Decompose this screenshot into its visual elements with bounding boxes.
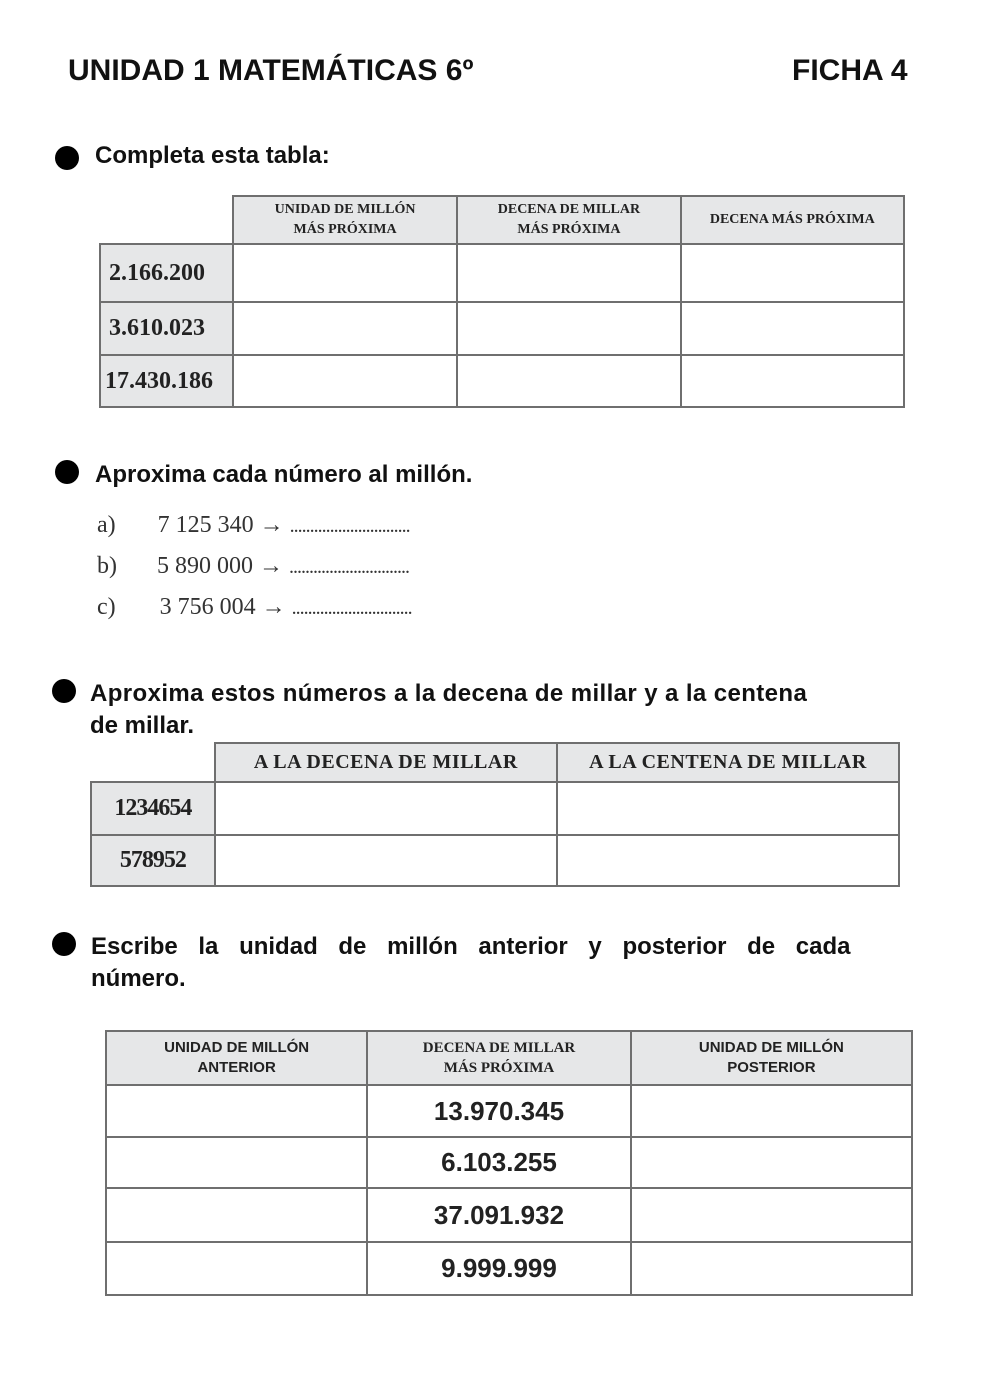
row-number: 13.970.345	[367, 1085, 630, 1137]
answer-cell[interactable]	[681, 244, 904, 302]
table-row	[100, 244, 904, 302]
sheet-number: FICHA 4	[792, 54, 908, 87]
row-number: 578952	[91, 835, 215, 886]
answer-cell[interactable]	[215, 835, 557, 886]
answer-cell[interactable]	[215, 782, 557, 835]
column-header	[233, 196, 457, 244]
row-number: 3.610.023	[100, 302, 233, 355]
answer-cell[interactable]	[557, 782, 899, 835]
arrow-icon: →	[259, 512, 284, 538]
row-number: 9.999.999	[367, 1242, 630, 1295]
approximation-table	[90, 742, 900, 887]
item-number: 3 756 004	[159, 594, 256, 620]
answer-cell[interactable]	[106, 1242, 367, 1295]
section4-heading	[91, 931, 896, 995]
answer-blank[interactable]: ..............................	[291, 597, 412, 619]
column-header-line: UNIDAD DE MILLÓN	[698, 1039, 844, 1056]
bullet-icon	[55, 460, 79, 484]
answer-cell[interactable]	[681, 302, 904, 355]
rounding-table	[99, 195, 905, 408]
answer-cell[interactable]	[457, 302, 680, 355]
table-row	[100, 355, 904, 407]
table-row	[106, 1085, 912, 1137]
answer-cell[interactable]	[233, 302, 457, 355]
million-table	[105, 1030, 913, 1296]
worksheet-title: UNIDAD 1 MATEMÁTICAS 6º	[68, 54, 474, 87]
column-header-line: DECENA DE MILLAR	[497, 202, 641, 217]
heading-line: Aproxima estos números a la decena de millar y a la centena	[90, 680, 808, 707]
item-letter: b)	[97, 553, 117, 579]
arrow-icon: →	[261, 594, 286, 620]
answer-cell[interactable]	[457, 355, 680, 407]
table-row	[91, 782, 899, 835]
bullet-icon	[52, 932, 76, 956]
column-header-line: POSTERIOR	[727, 1059, 816, 1076]
section1-heading: Completa esta tabla:	[95, 142, 330, 169]
answer-cell[interactable]	[681, 355, 904, 407]
answer-cell[interactable]	[233, 355, 457, 407]
column-header	[106, 1031, 367, 1085]
table-row	[100, 302, 904, 355]
column-header-line: ANTERIOR	[197, 1059, 276, 1076]
column-header-line: UNIDAD DE MILLÓN	[274, 202, 416, 217]
list-item	[97, 553, 409, 580]
arrow-icon: →	[259, 553, 283, 579]
column-header-line: MÁS PRÓXIMA	[293, 222, 397, 237]
row-number: 6.103.255	[367, 1137, 630, 1188]
answer-cell[interactable]	[106, 1137, 367, 1188]
column-header	[457, 196, 680, 244]
item-number: 5 890 000	[157, 553, 253, 579]
item-number: 7 125 340	[157, 512, 254, 538]
answer-cell[interactable]	[457, 244, 680, 302]
list-item	[97, 594, 412, 621]
heading-line: de millar.	[90, 712, 195, 739]
item-letter: a)	[97, 512, 116, 538]
heading-line: número.	[91, 965, 186, 992]
answer-cell[interactable]	[557, 835, 899, 886]
column-header-line: MÁS PRÓXIMA	[443, 1060, 555, 1076]
row-number: 2.166.200	[100, 244, 233, 302]
answer-cell[interactable]	[233, 244, 457, 302]
column-header-line: UNIDAD DE MILLÓN	[164, 1039, 310, 1056]
bullet-icon	[55, 146, 79, 170]
item-letter: c)	[97, 594, 116, 620]
section3-heading	[90, 678, 890, 742]
row-number: 17.430.186	[100, 355, 233, 407]
table-corner	[100, 196, 233, 244]
table-row	[91, 835, 899, 886]
column-header: A LA CENTENA DE MILLAR	[557, 743, 899, 782]
answer-cell[interactable]	[106, 1085, 367, 1137]
bullet-icon	[52, 679, 76, 703]
row-number: 37.091.932	[367, 1188, 630, 1242]
column-header: A LA DECENA DE MILLAR	[215, 743, 557, 782]
column-header	[367, 1031, 630, 1085]
answer-cell[interactable]	[631, 1242, 912, 1295]
column-header-line: DECENA DE MILLAR	[422, 1040, 576, 1056]
table-row	[106, 1188, 912, 1242]
answer-cell[interactable]	[631, 1188, 912, 1242]
table-corner	[91, 743, 215, 782]
column-header-line: DECENA MÁS PRÓXIMA	[709, 212, 875, 227]
answer-blank[interactable]: ..............................	[289, 556, 409, 578]
column-header	[631, 1031, 912, 1085]
section2-heading: Aproxima cada número al millón.	[95, 461, 473, 488]
answer-cell[interactable]	[106, 1188, 367, 1242]
column-header	[681, 196, 904, 244]
answer-cell[interactable]	[631, 1085, 912, 1137]
column-header-line: MÁS PRÓXIMA	[517, 222, 621, 237]
table-row	[106, 1242, 912, 1295]
list-item	[97, 512, 410, 539]
table-row	[106, 1137, 912, 1188]
answer-blank[interactable]: ..............................	[289, 515, 410, 537]
heading-line: Escribe la unidad de millón anterior y posterior de cada	[91, 933, 851, 960]
answer-cell[interactable]	[631, 1137, 912, 1188]
row-number: 1234654	[91, 782, 215, 835]
